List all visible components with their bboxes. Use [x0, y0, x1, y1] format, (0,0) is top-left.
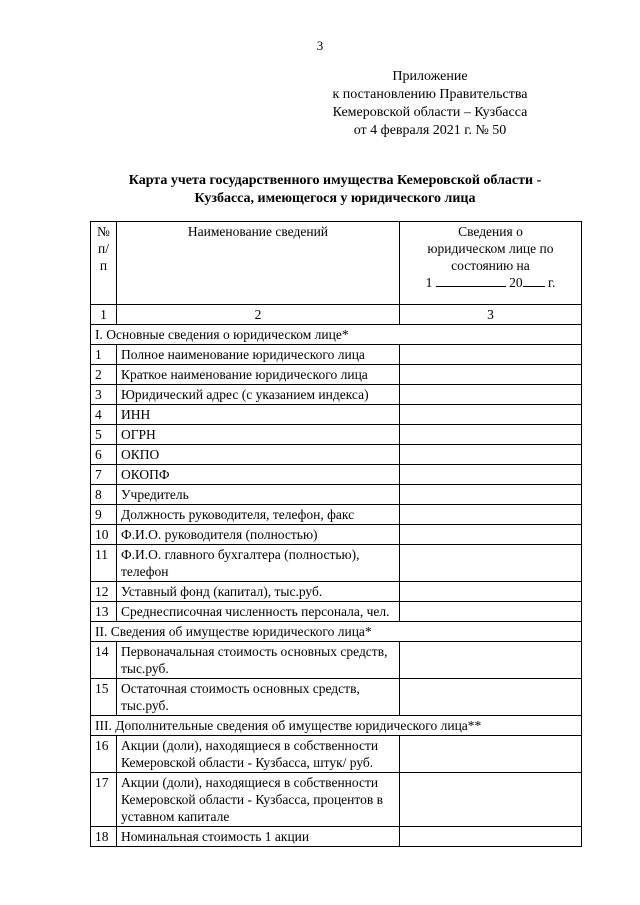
- table-row: 5 ОГРН: [91, 425, 582, 445]
- date-field: 1 20 г.: [425, 275, 556, 290]
- table-row: 16 Акции (доли), находящиеся в собственности Кемеровской области - Кузбасса, штук/ руб.: [91, 736, 582, 773]
- table-row: 6 ОКПО: [91, 445, 582, 465]
- value-cell[interactable]: [399, 545, 581, 582]
- document-title: [90, 172, 580, 208]
- value-cell[interactable]: [399, 425, 581, 445]
- table-row: 18 Номинальная стоимость 1 акции: [91, 827, 582, 847]
- header-number: № п/п: [91, 222, 117, 305]
- value-cell[interactable]: [399, 505, 581, 525]
- value-cell[interactable]: [399, 642, 581, 679]
- header-info: Сведения о юридическом лице по состоянию на 1 20 г.: [399, 222, 581, 305]
- table-row: 13 Среднесписочная численность персонала, чел.: [91, 602, 582, 622]
- table-row: 7 ОКОПФ: [91, 465, 582, 485]
- value-cell[interactable]: [399, 827, 581, 847]
- table-row: 9 Должность руководителя, телефон, факс: [91, 505, 582, 525]
- value-cell[interactable]: [399, 365, 581, 385]
- header-name: Наименование сведений: [117, 222, 400, 305]
- value-cell[interactable]: [399, 385, 581, 405]
- page-number: 3: [316, 38, 324, 53]
- table-row: 17 Акции (доли), находящиеся в собственности Кемеровской области - Кузбасса, процентов в уставном капитале: [91, 773, 582, 827]
- title-line-2: Кузбасса, имеющегося у юридического лица: [194, 191, 476, 206]
- table-row: 4 ИНН: [91, 405, 582, 425]
- table-row: 11 Ф.И.О. главного бухгалтера (полностью), телефон: [91, 545, 582, 582]
- appendix-line-2: к постановлению Правительства: [332, 87, 528, 102]
- property-card-table: [90, 221, 582, 847]
- year-blank: [523, 274, 545, 287]
- value-cell[interactable]: [399, 602, 581, 622]
- appendix-line-1: Приложение: [392, 69, 468, 84]
- table-row: 15 Остаточная стоимость основных средств, тыс.руб.: [91, 679, 582, 716]
- table-row: 10 Ф.И.О. руководителя (полностью): [91, 525, 582, 545]
- appendix-line-4: от 4 февраля 2021 г. № 50: [353, 123, 507, 138]
- value-cell[interactable]: [399, 485, 581, 505]
- value-cell[interactable]: [399, 773, 581, 827]
- title-line-1: Карта учета государственного имущества Кемеровской области -: [128, 173, 542, 188]
- table-row: 3 Юридический адрес (с указанием индекса): [91, 385, 582, 405]
- section-row-2: II. Сведения об имуществе юридического лица*: [91, 622, 582, 642]
- table-row: 12 Уставный фонд (капитал), тыс.руб.: [91, 582, 582, 602]
- value-cell[interactable]: [399, 405, 581, 425]
- section-row-1: I. Основные сведения о юридическом лице*: [91, 325, 582, 345]
- table-row: 2 Краткое наименование юридического лица: [91, 365, 582, 385]
- appendix-block: [300, 68, 560, 140]
- appendix-line-3: Кемеровской области – Кузбасса: [332, 105, 528, 120]
- value-cell[interactable]: [399, 736, 581, 773]
- section-row-3: III. Дополнительные сведения об имуществе юридического лица**: [91, 716, 582, 736]
- value-cell[interactable]: [399, 445, 581, 465]
- value-cell[interactable]: [399, 345, 581, 365]
- day-month-blank: [436, 274, 506, 287]
- table-row: 8 Учредитель: [91, 485, 582, 505]
- table-row: 1 Полное наименование юридического лица: [91, 345, 582, 365]
- value-cell[interactable]: [399, 525, 581, 545]
- table-header-row: [91, 222, 582, 305]
- value-cell[interactable]: [399, 465, 581, 485]
- column-number-row: 1 2 3: [91, 305, 582, 325]
- table-row: 14 Первоначальная стоимость основных средств, тыс.руб.: [91, 642, 582, 679]
- value-cell[interactable]: [399, 679, 581, 716]
- value-cell[interactable]: [399, 582, 581, 602]
